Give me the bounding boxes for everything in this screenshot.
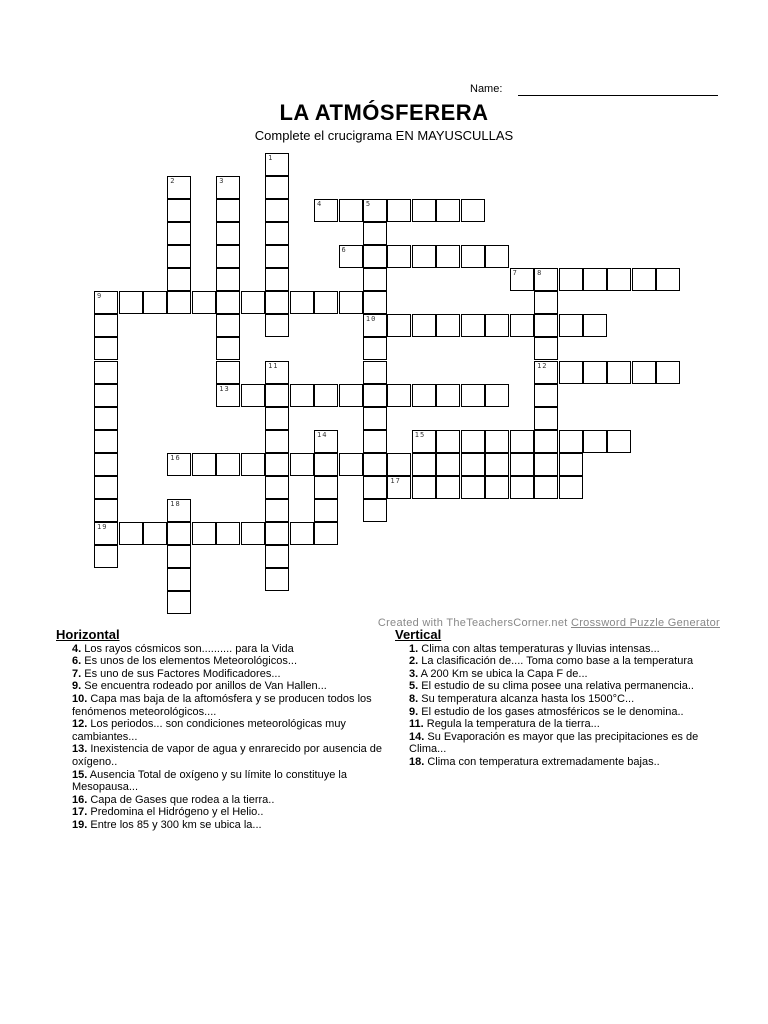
crossword-cell[interactable]	[436, 453, 460, 476]
clue-text: La clasificación de.... Toma como base a la temperatura	[418, 655, 694, 668]
crossword-cell[interactable]	[192, 291, 216, 314]
crossword-cell[interactable]	[387, 199, 411, 222]
clue-number-label: 11	[268, 361, 279, 370]
horizontal-clue	[56, 680, 391, 693]
crossword-cell[interactable]	[387, 245, 411, 268]
crossword-cell[interactable]	[632, 268, 656, 291]
crossword-cell[interactable]	[485, 245, 509, 268]
crossword-cell[interactable]	[167, 522, 191, 545]
crossword-cell[interactable]	[192, 522, 216, 545]
horizontal-heading: Horizontal	[56, 627, 120, 642]
clue-number: 8.	[409, 692, 419, 705]
crossword-cell[interactable]	[216, 176, 240, 199]
clue-text: Clima con temperatura extremadamente bajas..	[424, 755, 660, 768]
crossword-cell[interactable]	[412, 453, 436, 476]
crossword-cell[interactable]	[534, 337, 558, 360]
crossword-generator-link[interactable]: Crossword Puzzle Generator	[570, 617, 720, 629]
crossword-cell[interactable]	[412, 199, 436, 222]
crossword-cell[interactable]	[461, 476, 485, 499]
clue-number: 10.	[72, 692, 88, 705]
clue-number-label: 3	[219, 177, 225, 186]
crossword-cell[interactable]	[265, 222, 289, 245]
horizontal-clue	[56, 668, 391, 681]
clue-number: 5.	[409, 680, 419, 693]
crossword-cell[interactable]	[216, 453, 240, 476]
clue-number-label: 4	[317, 200, 323, 209]
crossword-cell[interactable]	[265, 291, 289, 314]
crossword-cell[interactable]	[339, 453, 363, 476]
crossword-cell[interactable]	[534, 430, 558, 453]
crossword-cell[interactable]	[412, 314, 436, 337]
crossword-cell[interactable]	[290, 291, 314, 314]
clue-number-label: 13	[219, 384, 230, 393]
clue-number: 19.	[72, 818, 88, 831]
crossword-cell[interactable]	[167, 453, 191, 476]
vertical-clue	[395, 756, 720, 769]
vertical-clues	[395, 629, 720, 769]
clue-text: Es unos de los elementos Meteorológicos...	[81, 655, 298, 668]
crossword-cell[interactable]	[167, 291, 191, 314]
crossword-cell[interactable]	[559, 314, 583, 337]
horizontal-clue	[56, 806, 391, 819]
clue-number-label: 7	[512, 269, 518, 278]
crossword-cell[interactable]	[94, 522, 118, 545]
clue-number-label: 15	[414, 430, 426, 439]
crossword-cell[interactable]	[167, 176, 191, 199]
crossword-cell[interactable]	[583, 361, 607, 384]
crossword-cell[interactable]	[167, 199, 191, 222]
horizontal-clue	[56, 769, 391, 794]
crossword-cell[interactable]	[485, 384, 509, 407]
horizontal-clue	[56, 819, 391, 832]
crossword-cell[interactable]	[510, 268, 534, 291]
horizontal-clue	[56, 743, 391, 768]
clue-number-label: 9	[97, 292, 103, 301]
crossword-cell[interactable]	[290, 453, 314, 476]
crossword-cell[interactable]	[265, 384, 289, 407]
crossword-cell[interactable]	[94, 361, 118, 384]
crossword-cell[interactable]	[436, 430, 460, 453]
clue-text: Capa de Gases que rodea a la tierra..	[87, 793, 275, 806]
crossword-cell[interactable]	[265, 407, 289, 430]
clue-text: Se encuentra rodeado por anillos de Van Hallen...	[81, 680, 327, 693]
crossword-cell[interactable]	[265, 522, 289, 545]
clue-number-label: 6	[341, 246, 347, 255]
horizontal-clue	[56, 794, 391, 807]
clue-number: 1.	[409, 642, 419, 655]
clue-number: 9.	[409, 705, 419, 718]
clue-number: 4.	[72, 642, 82, 655]
crossword-cell[interactable]	[167, 222, 191, 245]
crossword-cell[interactable]	[559, 430, 583, 453]
crossword-cell[interactable]	[119, 522, 143, 545]
clue-number-label: 1	[268, 154, 274, 162]
crossword-cell[interactable]	[461, 245, 485, 268]
clue-number: 15.	[72, 768, 88, 781]
clue-text: El estudio de su clima posee una relativa permanencia..	[418, 680, 694, 693]
crossword-cell[interactable]	[534, 314, 558, 337]
crossword-cell[interactable]	[241, 453, 265, 476]
crossword-cell[interactable]	[265, 199, 289, 222]
clue-text: Capa mas baja de la aftomósfera y se producen todos los fenómenos meteorológicos....	[72, 692, 372, 718]
clue-number-label: 19	[97, 522, 108, 531]
clue-number-label: 10	[365, 315, 377, 324]
crossword-cell[interactable]	[290, 384, 314, 407]
crossword-cell[interactable]	[436, 476, 460, 499]
crossword-cell[interactable]	[461, 314, 485, 337]
clue-text: Su Evaporación es mayor que las precipitaciones es de Clima...	[409, 730, 699, 756]
vertical-clue	[395, 680, 720, 693]
clue-number: 13.	[72, 743, 88, 756]
crossword-cell[interactable]	[94, 453, 118, 476]
crossword-cell[interactable]	[363, 222, 387, 245]
crossword-cell[interactable]	[363, 430, 387, 453]
clue-text: Predomina el Hidrógeno y el Helio..	[87, 806, 264, 819]
crossword-cell[interactable]	[143, 522, 167, 545]
crossword-cell[interactable]	[167, 245, 191, 268]
crossword-cell[interactable]	[216, 199, 240, 222]
crossword-cell[interactable]	[534, 453, 558, 476]
crossword-cell[interactable]	[290, 522, 314, 545]
vertical-clue	[395, 643, 720, 656]
clue-text: Es uno de sus Factores Modificadores...	[81, 667, 281, 680]
crossword-cell[interactable]	[363, 199, 387, 222]
clue-number-label: 5	[365, 200, 372, 209]
crossword-cell[interactable]	[314, 291, 338, 314]
clue-number: 17.	[72, 806, 88, 819]
horizontal-clue	[56, 643, 391, 656]
clue-number-label: 17	[390, 476, 401, 485]
crossword-cell[interactable]	[314, 199, 338, 222]
crossword-cell[interactable]	[167, 545, 191, 568]
crossword-cell[interactable]	[387, 314, 411, 337]
crossword-cell[interactable]	[534, 268, 558, 291]
crossword-cell[interactable]	[94, 384, 118, 407]
crossword-cell[interactable]	[265, 545, 289, 568]
crossword-cell[interactable]	[265, 314, 289, 337]
clue-number: 14.	[409, 730, 425, 743]
crossword-cell[interactable]	[94, 291, 118, 314]
crossword-cell[interactable]	[241, 291, 265, 314]
crossword-cell[interactable]	[216, 245, 240, 268]
crossword-cell[interactable]	[363, 453, 387, 476]
crossword-cell[interactable]	[265, 499, 289, 522]
vertical-heading: Vertical	[395, 627, 442, 642]
crossword-cell[interactable]	[363, 337, 387, 360]
crossword-cell[interactable]	[314, 453, 338, 476]
crossword-cell[interactable]	[314, 522, 338, 545]
clue-number: 7.	[72, 667, 82, 680]
crossword-cell[interactable]	[94, 314, 118, 337]
clue-number: 6.	[72, 655, 82, 668]
crossword-cell[interactable]	[339, 291, 363, 314]
clue-text: Entre los 85 y 300 km se ubica la...	[87, 818, 262, 831]
crossword-cell[interactable]	[387, 384, 411, 407]
crossword-cell[interactable]	[436, 314, 460, 337]
crossword-cell[interactable]	[436, 384, 460, 407]
crossword-cell[interactable]	[461, 430, 485, 453]
crossword-cell[interactable]	[363, 407, 387, 430]
crossword-cell[interactable]	[363, 361, 387, 384]
clue-text: Los periodos... son condiciones meteorológicas muy cambiantes...	[72, 718, 346, 743]
crossword-cell[interactable]	[559, 361, 583, 384]
crossword-cell[interactable]	[339, 384, 363, 407]
crossword-cell[interactable]	[510, 453, 534, 476]
crossword-cell[interactable]	[265, 430, 289, 453]
crossword-cell[interactable]	[485, 314, 509, 337]
crossword-cell[interactable]	[412, 245, 436, 268]
crossword-cell[interactable]	[216, 337, 240, 360]
crossword-cell[interactable]	[339, 245, 363, 268]
crossword-cell[interactable]	[363, 476, 387, 499]
crossword-cell[interactable]	[192, 453, 216, 476]
horizontal-clue	[56, 693, 391, 718]
crossword-cell[interactable]	[265, 153, 289, 176]
crossword-cell[interactable]	[241, 522, 265, 545]
crossword-cell[interactable]	[607, 361, 631, 384]
crossword-cell[interactable]	[656, 361, 680, 384]
clue-text: Ausencia Total de oxígeno y su límite lo constituye la Mesopausa...	[72, 768, 347, 794]
clue-number: 11.	[409, 718, 424, 731]
crossword-cell[interactable]	[534, 384, 558, 407]
page-subtitle: Complete el crucigrama EN MAYUSCULLAS	[254, 128, 514, 143]
crossword-cell[interactable]	[314, 384, 338, 407]
crossword-cell[interactable]	[265, 268, 289, 291]
clue-number-label: 12	[537, 361, 548, 370]
vertical-clue	[395, 668, 720, 681]
crossword-cell[interactable]	[167, 591, 191, 614]
crossword-cell[interactable]	[534, 476, 558, 499]
crossword-cell[interactable]	[412, 384, 436, 407]
crossword-cell[interactable]	[412, 430, 436, 453]
crossword-cell[interactable]	[559, 476, 583, 499]
crossword-cell[interactable]	[265, 476, 289, 499]
clue-number-label: 14	[317, 430, 328, 439]
crossword-cell[interactable]	[314, 499, 338, 522]
horizontal-clue	[56, 718, 391, 743]
crossword-cell[interactable]	[632, 361, 656, 384]
crossword-cell[interactable]	[314, 476, 338, 499]
crossword-cell[interactable]	[216, 314, 240, 337]
clue-number: 9.	[72, 680, 82, 693]
crossword-cell[interactable]	[265, 245, 289, 268]
crossword-cell[interactable]	[559, 453, 583, 476]
clue-text: Regula la temperatura de la tierra...	[423, 718, 600, 731]
clue-text: Su temperatura alcanza hasta los 1500°C...	[418, 692, 635, 705]
crossword-cell[interactable]	[216, 222, 240, 245]
vertical-clue	[395, 706, 720, 719]
crossword-cell[interactable]	[387, 453, 411, 476]
name-label: Name:	[470, 83, 503, 95]
vertical-clue	[395, 693, 720, 706]
clue-number-label: 18	[170, 499, 181, 508]
crossword-cell[interactable]	[94, 430, 118, 453]
credit-text: Created with TheTeachersCorner.net	[377, 617, 571, 629]
clue-number: 3.	[409, 667, 419, 680]
page-title: LA ATMÓSFERERA	[279, 100, 489, 125]
crossword-cell[interactable]	[363, 268, 387, 291]
crossword-cell[interactable]	[216, 291, 240, 314]
crossword-cell[interactable]	[510, 476, 534, 499]
clue-number: 2.	[409, 655, 419, 668]
crossword-cell[interactable]	[436, 199, 460, 222]
clue-number: 18.	[409, 755, 425, 768]
crossword-cell[interactable]	[94, 337, 118, 360]
crossword-cell[interactable]	[265, 568, 289, 591]
horizontal-clues	[56, 629, 391, 832]
clue-number-label: 2	[170, 177, 176, 186]
vertical-clue	[395, 731, 720, 756]
crossword-cell[interactable]	[607, 430, 631, 453]
crossword-cell[interactable]	[167, 499, 191, 522]
crossword-cell[interactable]	[363, 245, 387, 268]
crossword-cell[interactable]	[265, 361, 289, 384]
crossword-cell[interactable]	[485, 476, 509, 499]
crossword-cell[interactable]	[656, 268, 680, 291]
crossword-cell[interactable]	[119, 291, 143, 314]
crossword-cell[interactable]	[583, 430, 607, 453]
crossword-cell[interactable]	[461, 199, 485, 222]
crossword-cell[interactable]	[461, 453, 485, 476]
crossword-cell[interactable]	[559, 268, 583, 291]
clue-number-label: 16	[170, 453, 181, 462]
clue-number: 16.	[72, 793, 88, 806]
crossword-cell[interactable]	[94, 407, 118, 430]
crossword-cell[interactable]	[241, 384, 265, 407]
crossword-cell[interactable]	[510, 314, 534, 337]
clue-text: A 200 Km se ubica la Capa F de...	[418, 667, 588, 680]
crossword-cell[interactable]	[363, 499, 387, 522]
clue-text: Los rayos cósmicos son.......... para la Vida	[81, 642, 294, 655]
crossword-cell[interactable]	[94, 499, 118, 522]
clue-text: El estudio de los gases atmosféricos se le denomina..	[418, 705, 684, 718]
crossword-cell[interactable]	[339, 199, 363, 222]
clue-text: Inexistencia de vapor de agua y enrarecido por ausencia de oxígeno..	[72, 743, 383, 768]
crossword-cell[interactable]	[534, 407, 558, 430]
crossword-cell[interactable]	[534, 361, 558, 384]
crossword-cell[interactable]	[265, 176, 289, 199]
crossword-cell[interactable]	[216, 268, 240, 291]
crossword-cell[interactable]	[485, 430, 509, 453]
crossword-cell[interactable]	[510, 430, 534, 453]
clue-number-label: 8	[537, 269, 543, 278]
clue-number: 12.	[72, 718, 88, 731]
crossword-cell[interactable]	[534, 291, 558, 314]
crossword-cell[interactable]	[583, 268, 607, 291]
crossword-cell[interactable]	[216, 361, 240, 384]
crossword-cell[interactable]	[94, 545, 118, 568]
crossword-cell[interactable]	[485, 453, 509, 476]
crossword-cell[interactable]	[583, 314, 607, 337]
crossword-cell[interactable]	[216, 384, 240, 407]
crossword-cell[interactable]	[363, 314, 387, 337]
crossword-cell[interactable]	[94, 476, 118, 499]
vertical-clue	[395, 718, 720, 731]
crossword-cell[interactable]	[363, 384, 387, 407]
crossword-cell[interactable]	[265, 453, 289, 476]
crossword-cell[interactable]	[461, 384, 485, 407]
crossword-cell[interactable]	[607, 268, 631, 291]
crossword-cell[interactable]	[167, 568, 191, 591]
vertical-clue	[395, 655, 720, 668]
crossword-cell[interactable]	[167, 268, 191, 291]
crossword-cell[interactable]	[143, 291, 167, 314]
crossword-cell[interactable]	[387, 476, 411, 499]
crossword-cell[interactable]	[436, 245, 460, 268]
crossword-cell[interactable]	[363, 291, 387, 314]
crossword-cell[interactable]	[412, 476, 436, 499]
crossword-cell[interactable]	[216, 522, 240, 545]
horizontal-clue	[56, 655, 391, 668]
crossword-cell[interactable]	[314, 430, 338, 453]
clue-text: Clima con altas temperaturas y lluvias intensas...	[418, 642, 660, 655]
